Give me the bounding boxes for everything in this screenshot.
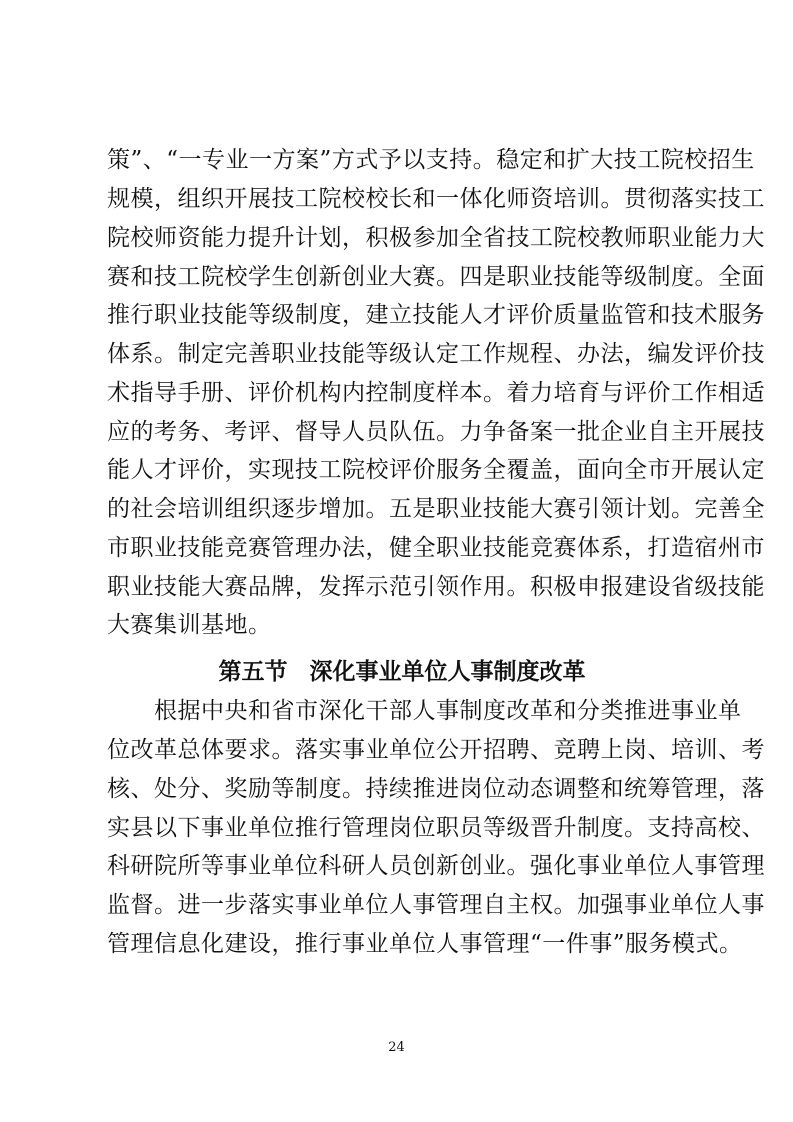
paragraph-1-line: 职业技能大赛品牌，发挥示范引领作用。积极申报建设省级技能	[107, 574, 765, 600]
paragraph-2-line: 位改革总体要求。落实事业单位公开招聘、竞聘上岗、培训、考	[107, 737, 765, 763]
paragraph-2-line: 管理信息化建设，推行事业单位人事管理“一件事”服务模式。	[107, 931, 743, 957]
paragraph-2-line: 根据中央和省市深化干部人事制度改革和分类推进事业单	[154, 698, 742, 724]
paragraph-1-line: 的社会培训组织逐步增加。五是职业技能大赛引领计划。完善全	[107, 496, 765, 522]
paragraph-2-line: 科研院所等事业单位科研人员创新创业。强化事业单位人事管理	[107, 853, 765, 879]
paragraph-2-line: 监督。进一步落实事业单位人事管理自主权。加强事业单位人事	[107, 892, 765, 918]
paragraph-2-line: 实县以下事业单位推行管理岗位职员等级晋升制度。支持高校、	[107, 815, 765, 841]
paragraph-2-line: 核、处分、奖励等制度。持续推进岗位动态调整和统筹管理，落	[107, 776, 765, 802]
section-title: 深化事业单位人事制度改革	[309, 659, 586, 685]
paragraph-1-line: 应的考务、考评、督导人员队伍。力争备案一批企业自主开展技	[107, 419, 765, 445]
section-number: 第五节	[218, 659, 288, 685]
paragraph-1-line: 赛和技工院校学生创新创业大赛。四是职业技能等级制度。全面	[107, 264, 765, 290]
paragraph-1-line: 策”、“一专业一方案”方式予以支持。稳定和扩大技工院校招生	[107, 147, 755, 173]
paragraph-1-line: 术指导手册、评价机构内控制度样本。着力培育与评价工作相适	[107, 380, 765, 406]
paragraph-1-line: 体系。制定完善职业技能等级认定工作规程、办法，编发评价技	[107, 341, 765, 367]
paragraph-1-line: 能人才评价，实现技工院校评价服务全覆盖，面向全市开展认定	[107, 457, 765, 483]
paragraph-1-line: 推行职业技能等级制度，建立技能人才评价质量监管和技术服务	[107, 302, 765, 328]
page-number: 24	[388, 1040, 405, 1055]
section-heading	[107, 658, 697, 686]
paragraph-1-line: 大赛集训基地。	[107, 612, 272, 638]
paragraph-1-line: 市职业技能竞赛管理办法，健全职业技能竞赛体系，打造宿州市	[107, 535, 765, 561]
paragraph-1-line: 院校师资能力提升计划，积极参加全省技工院校教师职业能力大	[107, 225, 765, 251]
paragraph-1-line: 规模，组织开展技工院校校长和一体化师资培训。贯彻落实技工	[107, 186, 765, 212]
